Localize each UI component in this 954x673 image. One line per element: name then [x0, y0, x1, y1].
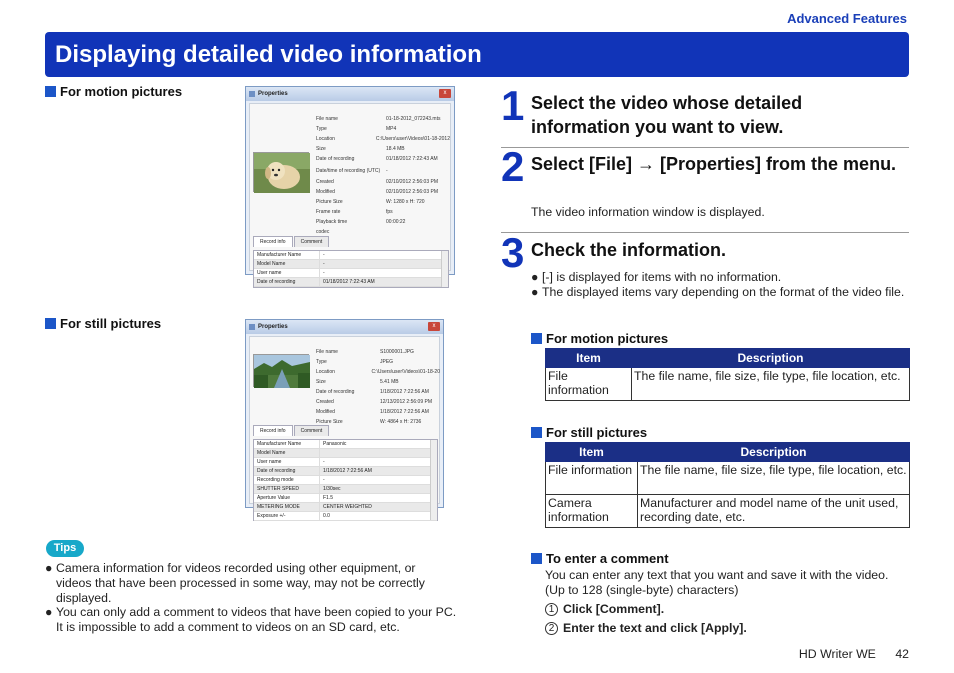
prop-row: Frame rate fps — [316, 209, 393, 215]
prop-row: Date/time of recording (UTC) - — [316, 167, 388, 174]
motion-pictures-heading: For motion pictures — [45, 84, 182, 99]
still-table-heading: For still pictures — [531, 425, 647, 440]
motion-info-table — [545, 348, 910, 401]
square-bullet-icon — [531, 427, 542, 438]
footer — [799, 647, 909, 661]
prop-row: Location C:\Users\user\Videos\01-18-20 — [316, 369, 440, 375]
still-info-table — [545, 442, 910, 528]
page-number: 42 — [895, 647, 909, 661]
table-header-row: Item Description — [546, 443, 910, 462]
table-row: Manufacturer Name - — [254, 251, 448, 260]
still-tabs — [253, 425, 330, 436]
step3-bullet: ● The displayed items vary depending on the format of the video file. — [531, 285, 905, 299]
table-row: File information The file name, file size, file type, file location, etc. — [546, 368, 910, 401]
step-text: Check the information. — [531, 240, 727, 260]
prop-row: Date of recording 01/18/2012 7:22:43 AM — [316, 156, 438, 162]
motion-file-properties — [316, 114, 450, 237]
step-note: The video information window is displayed. — [531, 205, 765, 219]
prop-row: Date of recording 1/18/2012 7:22:56 AM — [316, 389, 429, 395]
grid-scrollbar[interactable] — [430, 440, 437, 520]
grid-scrollbar[interactable] — [441, 251, 448, 287]
table-row: Exposure +/- 0.0 — [254, 512, 437, 521]
prop-row: Location C:\Users\user\Videos\01-18-2012 — [316, 136, 450, 142]
bullet-icon: ● — [45, 605, 53, 619]
window-title: Properties — [258, 324, 288, 330]
divider — [501, 147, 909, 148]
tab-comment[interactable]: Comment — [294, 236, 330, 247]
tab-comment[interactable]: Comment — [294, 425, 330, 436]
motion-properties-window — [245, 86, 455, 285]
table-row: SHUTTER SPEED 1/30sec — [254, 485, 437, 494]
prop-row: Type JPEG — [316, 359, 394, 365]
table-row: Model Name - — [254, 260, 448, 269]
square-bullet-icon — [45, 318, 56, 329]
motion-tabs — [253, 236, 330, 247]
comment-heading: To enter a comment — [531, 551, 669, 566]
table-row: Aperture Value F1.5 — [254, 494, 437, 503]
circled-number-icon: 1 — [545, 603, 558, 616]
table-row: User name - — [254, 458, 437, 467]
step-number: 1 — [501, 82, 525, 129]
divider — [501, 232, 909, 233]
bullet-icon: ● — [45, 561, 53, 575]
step-text: Select the video whose detailed information you want to view. — [531, 93, 803, 137]
step3-bullet: ● [-] is displayed for items with no information. — [531, 270, 782, 284]
prop-row: Picture Size W: 4864 x H: 2736 — [316, 419, 422, 425]
page-title: Displaying detailed video information — [55, 41, 482, 68]
prop-row: Size 18.4 MB — [316, 146, 405, 152]
table-row: File information The file name, file size, file type, file location, etc. — [546, 462, 910, 495]
still-record-grid — [253, 439, 438, 521]
video-thumbnail — [253, 152, 309, 192]
table-row: Manufacturer Name Panasonic — [254, 440, 437, 449]
bullet-icon: ● — [531, 270, 539, 284]
prop-row: Size 5.41 MB — [316, 379, 399, 385]
prop-row: codec — [316, 229, 330, 235]
prop-row: Created 02/10/2012 2:56:03 PM — [316, 179, 438, 185]
prop-row: File name 01-18-2012_072243.mts — [316, 116, 441, 122]
window-app-icon — [249, 324, 255, 330]
table-row: Date of recording 1/18/2012 7:22:56 AM — [254, 467, 437, 476]
tips-badge: Tips — [46, 540, 84, 557]
table-row: Model Name — [254, 449, 437, 458]
prop-row: Created 12/13/2012 2:56:09 PM — [316, 399, 432, 405]
table-row: User name - — [254, 269, 448, 278]
bullet-icon: ● — [531, 285, 539, 299]
square-bullet-icon — [531, 553, 542, 564]
tip-item: ● Camera information for videos recorded using other equipment, or videos that have been processed in some way, may not be correctly displayed. — [45, 561, 425, 605]
title-bar — [45, 32, 909, 77]
window-title: Properties — [258, 91, 288, 97]
comment-text: You can enter any text that you want and save it with the video. (Up to 128 (single-byte) characters) — [545, 568, 889, 597]
prop-row: Modified 02/10/2012 2:56:03 PM — [316, 189, 438, 195]
close-icon[interactable]: x — [439, 89, 451, 98]
window-app-icon — [249, 91, 255, 97]
square-bullet-icon — [531, 333, 542, 344]
tip-item: ● You can only add a comment to videos that have been copied to your PC. It is impossible to add a comment to videos on an SD card, etc. — [45, 605, 457, 634]
photo-thumbnail — [253, 354, 309, 387]
section-link-advanced-features[interactable]: Advanced Features — [787, 11, 907, 26]
table-row: Recording mode - — [254, 476, 437, 485]
prop-row: Modified 1/18/2012 7:22:56 AM — [316, 409, 429, 415]
tab-record-info[interactable]: Record info — [253, 236, 293, 247]
table-header-row: Item Description — [546, 349, 910, 368]
motion-table-heading: For motion pictures — [531, 331, 668, 346]
prop-row: File name S1000001.JPG — [316, 349, 414, 355]
table-row: METERING MODE CENTER WEIGHTED — [254, 503, 437, 512]
comment-step: 1 Click [Comment]. — [545, 602, 664, 617]
table-row: Date of recording 01/18/2012 7:22:43 AM — [254, 278, 448, 287]
table-row: Camera information Manufacturer and model name of the unit used, recording date, etc. — [546, 495, 910, 528]
step-text: Select [File] → [Properties] from the menu. — [531, 154, 897, 174]
tab-record-info[interactable]: Record info — [253, 425, 293, 436]
square-bullet-icon — [45, 86, 56, 97]
prop-row: Playback time 00:00:22 — [316, 219, 406, 225]
still-pictures-heading: For still pictures — [45, 316, 161, 331]
close-icon[interactable]: x — [428, 322, 440, 331]
step-number: 2 — [501, 143, 525, 190]
still-file-properties — [316, 347, 440, 427]
circled-number-icon: 2 — [545, 622, 558, 635]
comment-step: 2 Enter the text and click [Apply]. — [545, 621, 747, 636]
prop-row: Picture Size W: 1280 x H: 720 — [316, 199, 425, 205]
motion-record-grid — [253, 250, 449, 288]
step-number: 3 — [501, 229, 525, 276]
prop-row: Type MP4 — [316, 126, 397, 132]
still-properties-window — [245, 319, 444, 519]
product-name: HD Writer WE — [798, 647, 876, 661]
